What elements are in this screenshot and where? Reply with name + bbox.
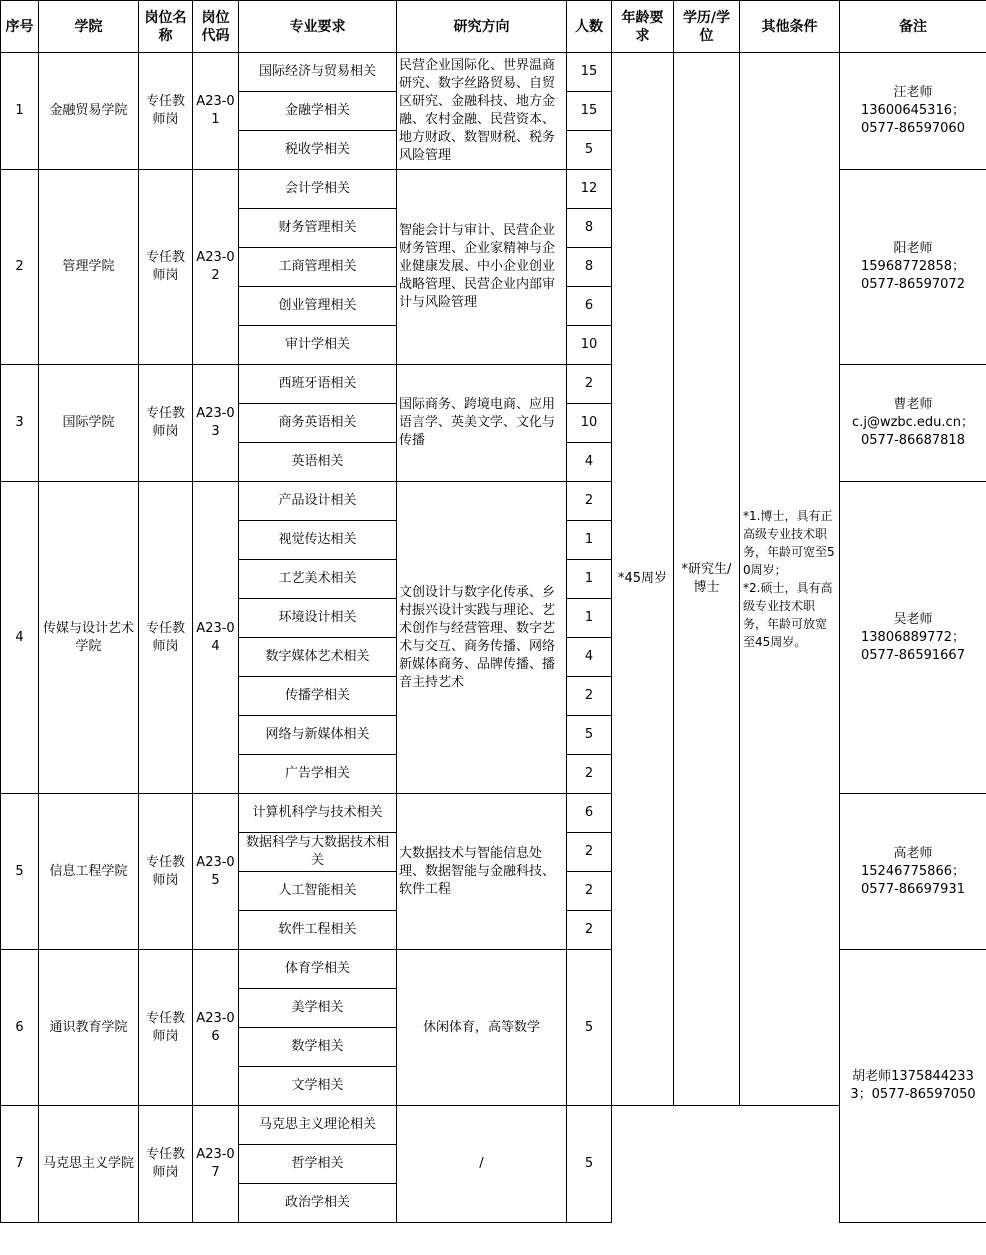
major-requirement: 税收学相关 bbox=[239, 131, 397, 170]
post-name: 专任教师岗 bbox=[139, 482, 193, 794]
headcount: 1 bbox=[567, 599, 612, 638]
major-requirement: 金融学相关 bbox=[239, 92, 397, 131]
headcount: 15 bbox=[567, 92, 612, 131]
post-name: 专任教师岗 bbox=[139, 1106, 193, 1223]
major-requirement: 视觉传达相关 bbox=[239, 521, 397, 560]
major-requirement: 国际经济与贸易相关 bbox=[239, 53, 397, 92]
contact-note: 汪老师 13600645316； 0577-86597060 bbox=[840, 53, 986, 170]
headcount: 4 bbox=[567, 443, 612, 482]
major-requirement: 网络与新媒体相关 bbox=[239, 716, 397, 755]
post-name: 专任教师岗 bbox=[139, 53, 193, 170]
post-code: A23-02 bbox=[193, 170, 239, 365]
headcount: 2 bbox=[567, 677, 612, 716]
header-cell: 专业要求 bbox=[239, 1, 397, 53]
table-row bbox=[1, 53, 986, 92]
post-name: 专任教师岗 bbox=[139, 794, 193, 950]
major-requirement: 计算机科学与技术相关 bbox=[239, 794, 397, 833]
headcount: 5 bbox=[567, 950, 612, 1106]
major-requirement: 会计学相关 bbox=[239, 170, 397, 209]
header-cell: 研究方向 bbox=[397, 1, 567, 53]
header-row bbox=[1, 1, 986, 53]
major-requirement: 马克思主义理论相关 bbox=[239, 1106, 397, 1145]
post-name: 专任教师岗 bbox=[139, 170, 193, 365]
headcount: 15 bbox=[567, 53, 612, 92]
contact-note: 曹老师 c.j@wzbc.edu.cn； 0577-86687818 bbox=[840, 365, 986, 482]
post-code: A23-07 bbox=[193, 1106, 239, 1223]
college-name: 金融贸易学院 bbox=[39, 53, 139, 170]
major-requirement: 体育学相关 bbox=[239, 950, 397, 989]
row-number: 5 bbox=[1, 794, 39, 950]
other-conditions: *1.博士，具有正高级专业技术职务，年龄可宽至50周岁； *2.硕士，具有高级专业技术职务，年龄可放宽至45周岁。 bbox=[740, 53, 840, 1106]
contact-note: 阳老师 15968772858； 0577-86597072 bbox=[840, 170, 986, 365]
row-number: 4 bbox=[1, 482, 39, 794]
major-requirement: 工商管理相关 bbox=[239, 248, 397, 287]
post-name: 专任教师岗 bbox=[139, 950, 193, 1106]
major-requirement: 广告学相关 bbox=[239, 755, 397, 794]
major-requirement: 工艺美术相关 bbox=[239, 560, 397, 599]
header-cell: 其他条件 bbox=[740, 1, 840, 53]
headcount: 1 bbox=[567, 521, 612, 560]
major-requirement: 软件工程相关 bbox=[239, 911, 397, 950]
college-name: 通识教育学院 bbox=[39, 950, 139, 1106]
row-number: 6 bbox=[1, 950, 39, 1106]
major-requirement: 财务管理相关 bbox=[239, 209, 397, 248]
major-requirement: 英语相关 bbox=[239, 443, 397, 482]
headcount: 2 bbox=[567, 872, 612, 911]
major-requirement: 人工智能相关 bbox=[239, 872, 397, 911]
college-name: 马克思主义学院 bbox=[39, 1106, 139, 1223]
research-direction: 国际商务、跨境电商、应用语言学、英美文学、文化与传播 bbox=[397, 365, 567, 482]
headcount: 6 bbox=[567, 287, 612, 326]
headcount: 6 bbox=[567, 794, 612, 833]
major-requirement: 数字媒体艺术相关 bbox=[239, 638, 397, 677]
major-requirement: 产品设计相关 bbox=[239, 482, 397, 521]
headcount: 5 bbox=[567, 131, 612, 170]
post-code: A23-06 bbox=[193, 950, 239, 1106]
headcount: 5 bbox=[567, 1106, 612, 1223]
headcount: 10 bbox=[567, 404, 612, 443]
headcount: 8 bbox=[567, 248, 612, 287]
college-name: 信息工程学院 bbox=[39, 794, 139, 950]
table-row bbox=[1, 1106, 986, 1145]
major-requirement: 创业管理相关 bbox=[239, 287, 397, 326]
headcount: 1 bbox=[567, 560, 612, 599]
degree-requirement: *研究生/博士 bbox=[674, 53, 740, 1106]
major-requirement: 美学相关 bbox=[239, 989, 397, 1028]
post-name: 专任教师岗 bbox=[139, 365, 193, 482]
age-requirement: *45周岁 bbox=[612, 53, 674, 1106]
contact-note: 胡老师13758442333；0577-86597050 bbox=[840, 950, 986, 1223]
post-code: A23-05 bbox=[193, 794, 239, 950]
college-name: 传媒与设计艺术学院 bbox=[39, 482, 139, 794]
post-code: A23-04 bbox=[193, 482, 239, 794]
contact-note: 吴老师 13806889772； 0577-86591667 bbox=[840, 482, 986, 794]
header-cell: 学院 bbox=[39, 1, 139, 53]
headcount: 2 bbox=[567, 482, 612, 521]
research-direction: 文创设计与数字化传承、乡村振兴设计实践与理论、艺术创作与经营管理、数字艺术与交互、商务传播、网络新媒体商务、品牌传播、播音主持艺术 bbox=[397, 482, 567, 794]
post-code: A23-03 bbox=[193, 365, 239, 482]
research-direction: 智能会计与审计、民营企业财务管理、企业家精神与企业健康发展、中小企业创业战略管理、民营企业内部审计与风险管理 bbox=[397, 170, 567, 365]
row-number: 7 bbox=[1, 1106, 39, 1223]
header-cell: 序号 bbox=[1, 1, 39, 53]
headcount: 12 bbox=[567, 170, 612, 209]
major-requirement: 环境设计相关 bbox=[239, 599, 397, 638]
college-name: 国际学院 bbox=[39, 365, 139, 482]
research-direction: 大数据技术与智能信息处理、数据智能与金融科技、软件工程 bbox=[397, 794, 567, 950]
major-requirement: 文学相关 bbox=[239, 1067, 397, 1106]
row-number: 1 bbox=[1, 53, 39, 170]
headcount: 5 bbox=[567, 716, 612, 755]
contact-note: 高老师 15246775866； 0577-86697931 bbox=[840, 794, 986, 950]
headcount: 8 bbox=[567, 209, 612, 248]
header-cell: 年龄要求 bbox=[612, 1, 674, 53]
header-cell: 学历/学位 bbox=[674, 1, 740, 53]
major-requirement: 哲学相关 bbox=[239, 1145, 397, 1184]
research-direction: 休闲体育，高等数学 bbox=[397, 950, 567, 1106]
major-requirement: 数学相关 bbox=[239, 1028, 397, 1067]
headcount: 2 bbox=[567, 911, 612, 950]
major-requirement: 政治学相关 bbox=[239, 1184, 397, 1223]
major-requirement: 商务英语相关 bbox=[239, 404, 397, 443]
headcount: 4 bbox=[567, 638, 612, 677]
major-requirement: 传播学相关 bbox=[239, 677, 397, 716]
major-requirement: 审计学相关 bbox=[239, 326, 397, 365]
row-number: 2 bbox=[1, 170, 39, 365]
research-direction: 民营企业国际化、世界温商研究、数字丝路贸易、自贸区研究、金融科技、地方金融、农村金融、民营资本、地方财政、数智财税、税务风险管理 bbox=[397, 53, 567, 170]
research-direction: / bbox=[397, 1106, 567, 1223]
row-number: 3 bbox=[1, 365, 39, 482]
major-requirement: 数据科学与大数据技术相关 bbox=[239, 833, 397, 872]
header-cell: 岗位代码 bbox=[193, 1, 239, 53]
major-requirement: 西班牙语相关 bbox=[239, 365, 397, 404]
headcount: 2 bbox=[567, 833, 612, 872]
headcount: 2 bbox=[567, 365, 612, 404]
headcount: 10 bbox=[567, 326, 612, 365]
headcount: 2 bbox=[567, 755, 612, 794]
post-code: A23-01 bbox=[193, 53, 239, 170]
college-name: 管理学院 bbox=[39, 170, 139, 365]
header-cell: 人数 bbox=[567, 1, 612, 53]
header-cell: 岗位名称 bbox=[139, 1, 193, 53]
header-cell: 备注 bbox=[840, 1, 986, 53]
